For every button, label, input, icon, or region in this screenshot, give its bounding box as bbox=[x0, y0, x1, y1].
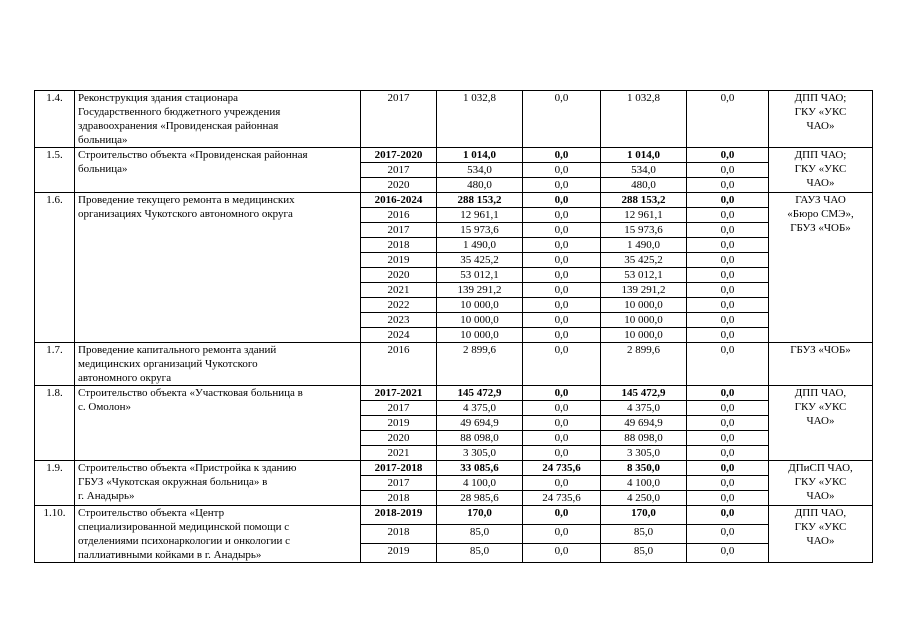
federal-cell: 0,0 bbox=[523, 446, 601, 461]
federal-cell: 0,0 bbox=[523, 253, 601, 268]
other-cell: 0,0 bbox=[687, 268, 769, 283]
description-line: организациях Чукотского автономного округа bbox=[78, 208, 293, 220]
other-cell: 0,0 bbox=[687, 91, 769, 148]
other-cell: 0,0 bbox=[687, 525, 769, 544]
responsible-line: ЧАО» bbox=[806, 490, 835, 502]
other-cell: 0,0 bbox=[687, 506, 769, 525]
total-cell: 139 291,2 bbox=[437, 283, 523, 298]
row-number: 1.6. bbox=[35, 193, 75, 343]
regional-cell: 1 490,0 bbox=[601, 238, 687, 253]
year-cell: 2018-2019 bbox=[361, 506, 437, 525]
description-line: Проведение текущего ремонта в медицинских bbox=[78, 194, 295, 206]
row-number: 1.7. bbox=[35, 343, 75, 386]
description-line: Строительство объекта «Пристройка к зданию bbox=[78, 462, 297, 474]
table-row bbox=[35, 343, 873, 386]
total-cell: 534,0 bbox=[437, 163, 523, 178]
description-line: больница» bbox=[78, 163, 128, 175]
year-cell: 2021 bbox=[361, 446, 437, 461]
regional-cell: 85,0 bbox=[601, 544, 687, 563]
regional-cell: 170,0 bbox=[601, 506, 687, 525]
other-cell: 0,0 bbox=[687, 328, 769, 343]
other-cell: 0,0 bbox=[687, 193, 769, 208]
year-cell: 2018 bbox=[361, 525, 437, 544]
description-line: паллиативными койками в г. Анадырь» bbox=[78, 549, 262, 561]
total-cell: 85,0 bbox=[437, 525, 523, 544]
description-line: Строительство объекта «Центр bbox=[78, 507, 225, 519]
regional-cell: 8 350,0 bbox=[601, 461, 687, 476]
total-cell: 88 098,0 bbox=[437, 431, 523, 446]
total-cell: 33 085,6 bbox=[437, 461, 523, 476]
year-cell: 2022 bbox=[361, 298, 437, 313]
table-row bbox=[35, 148, 873, 163]
other-cell: 0,0 bbox=[687, 313, 769, 328]
regional-cell: 10 000,0 bbox=[601, 313, 687, 328]
total-cell: 35 425,2 bbox=[437, 253, 523, 268]
total-cell: 480,0 bbox=[437, 178, 523, 193]
total-cell: 4 375,0 bbox=[437, 401, 523, 416]
total-cell: 53 012,1 bbox=[437, 268, 523, 283]
description-line: Государственного бюджетного учреждения bbox=[78, 106, 281, 118]
federal-cell: 0,0 bbox=[523, 476, 601, 491]
other-cell: 0,0 bbox=[687, 386, 769, 401]
activity-description bbox=[75, 193, 361, 343]
regional-cell: 88 098,0 bbox=[601, 431, 687, 446]
year-cell: 2017 bbox=[361, 401, 437, 416]
other-cell: 0,0 bbox=[687, 476, 769, 491]
responsible-executor bbox=[769, 193, 873, 343]
regional-cell: 1 032,8 bbox=[601, 91, 687, 148]
description-line: ГБУЗ «Чукотская окружная больница» в bbox=[78, 476, 268, 488]
regional-cell: 1 014,0 bbox=[601, 148, 687, 163]
description-line: Строительство объекта «Участковая больница в bbox=[78, 387, 303, 399]
regional-cell: 85,0 bbox=[601, 525, 687, 544]
federal-cell: 0,0 bbox=[523, 343, 601, 386]
regional-cell: 12 961,1 bbox=[601, 208, 687, 223]
regional-cell: 10 000,0 bbox=[601, 298, 687, 313]
responsible-executor bbox=[769, 386, 873, 461]
table-row bbox=[35, 506, 873, 525]
responsible-line: ДПП ЧАО, bbox=[794, 507, 847, 519]
other-cell: 0,0 bbox=[687, 253, 769, 268]
table-row bbox=[35, 193, 873, 208]
responsible-line: ГКУ «УКС bbox=[794, 106, 847, 118]
year-cell: 2019 bbox=[361, 253, 437, 268]
total-cell: 12 961,1 bbox=[437, 208, 523, 223]
responsible-executor bbox=[769, 506, 873, 563]
year-cell: 2020 bbox=[361, 268, 437, 283]
regional-cell: 10 000,0 bbox=[601, 328, 687, 343]
year-cell: 2017 bbox=[361, 163, 437, 178]
total-cell: 85,0 bbox=[437, 544, 523, 563]
other-cell: 0,0 bbox=[687, 491, 769, 506]
other-cell: 0,0 bbox=[687, 416, 769, 431]
regional-cell: 139 291,2 bbox=[601, 283, 687, 298]
description-line: больница» bbox=[78, 134, 128, 146]
other-cell: 0,0 bbox=[687, 298, 769, 313]
year-cell: 2016 bbox=[361, 343, 437, 386]
federal-cell: 24 735,6 bbox=[523, 461, 601, 476]
total-cell: 10 000,0 bbox=[437, 313, 523, 328]
row-number: 1.4. bbox=[35, 91, 75, 148]
federal-cell: 0,0 bbox=[523, 283, 601, 298]
description-line: с. Омолон» bbox=[78, 401, 132, 413]
responsible-line: ГБУЗ «ЧОБ» bbox=[790, 222, 851, 234]
federal-cell: 0,0 bbox=[523, 148, 601, 163]
row-number: 1.9. bbox=[35, 461, 75, 506]
description-line: здравоохранения «Провиденская районная bbox=[78, 120, 279, 132]
table-row bbox=[35, 386, 873, 401]
year-cell: 2018 bbox=[361, 238, 437, 253]
responsible-executor bbox=[769, 91, 873, 148]
responsible-line: «Бюро СМЭ», bbox=[787, 208, 854, 220]
total-cell: 1 014,0 bbox=[437, 148, 523, 163]
year-cell: 2024 bbox=[361, 328, 437, 343]
responsible-line: ЧАО» bbox=[806, 120, 835, 132]
activity-description bbox=[75, 343, 361, 386]
total-cell: 28 985,6 bbox=[437, 491, 523, 506]
total-cell: 3 305,0 bbox=[437, 446, 523, 461]
responsible-line: ГКУ «УКС bbox=[794, 521, 847, 533]
responsible-line: ДПП ЧАО; bbox=[794, 92, 847, 104]
regional-cell: 53 012,1 bbox=[601, 268, 687, 283]
federal-cell: 0,0 bbox=[523, 193, 601, 208]
responsible-line: ДПиСП ЧАО, bbox=[788, 462, 853, 474]
federal-cell: 0,0 bbox=[523, 91, 601, 148]
table-row bbox=[35, 91, 873, 148]
federal-cell: 0,0 bbox=[523, 525, 601, 544]
regional-cell: 15 973,6 bbox=[601, 223, 687, 238]
year-cell: 2018 bbox=[361, 491, 437, 506]
regional-cell: 49 694,9 bbox=[601, 416, 687, 431]
table-body bbox=[35, 91, 873, 563]
year-cell: 2019 bbox=[361, 416, 437, 431]
responsible-line: ГКУ «УКС bbox=[794, 476, 847, 488]
federal-cell: 24 735,6 bbox=[523, 491, 601, 506]
other-cell: 0,0 bbox=[687, 223, 769, 238]
total-cell: 10 000,0 bbox=[437, 328, 523, 343]
other-cell: 0,0 bbox=[687, 178, 769, 193]
federal-cell: 0,0 bbox=[523, 416, 601, 431]
responsible-line: ЧАО» bbox=[806, 415, 835, 427]
year-cell: 2023 bbox=[361, 313, 437, 328]
responsible-executor bbox=[769, 343, 873, 386]
description-line: Реконструкция здания стационара bbox=[78, 92, 238, 104]
total-cell: 15 973,6 bbox=[437, 223, 523, 238]
regional-cell: 3 305,0 bbox=[601, 446, 687, 461]
responsible-line: ГБУЗ «ЧОБ» bbox=[790, 344, 851, 356]
federal-cell: 0,0 bbox=[523, 328, 601, 343]
row-number: 1.5. bbox=[35, 148, 75, 193]
regional-cell: 4 100,0 bbox=[601, 476, 687, 491]
federal-cell: 0,0 bbox=[523, 208, 601, 223]
activity-description bbox=[75, 386, 361, 461]
other-cell: 0,0 bbox=[687, 283, 769, 298]
other-cell: 0,0 bbox=[687, 163, 769, 178]
year-cell: 2017-2021 bbox=[361, 386, 437, 401]
activity-description bbox=[75, 148, 361, 193]
regional-cell: 35 425,2 bbox=[601, 253, 687, 268]
federal-cell: 0,0 bbox=[523, 506, 601, 525]
description-line: Проведение капитального ремонта зданий bbox=[78, 344, 277, 356]
federal-cell: 0,0 bbox=[523, 544, 601, 563]
regional-cell: 534,0 bbox=[601, 163, 687, 178]
regional-cell: 145 472,9 bbox=[601, 386, 687, 401]
row-number: 1.8. bbox=[35, 386, 75, 461]
federal-cell: 0,0 bbox=[523, 238, 601, 253]
responsible-executor bbox=[769, 461, 873, 506]
responsible-line: ДПП ЧАО, bbox=[794, 387, 847, 399]
total-cell: 145 472,9 bbox=[437, 386, 523, 401]
federal-cell: 0,0 bbox=[523, 268, 601, 283]
total-cell: 10 000,0 bbox=[437, 298, 523, 313]
total-cell: 2 899,6 bbox=[437, 343, 523, 386]
federal-cell: 0,0 bbox=[523, 431, 601, 446]
other-cell: 0,0 bbox=[687, 461, 769, 476]
description-line: автономного округа bbox=[78, 372, 172, 384]
other-cell: 0,0 bbox=[687, 148, 769, 163]
activity-description bbox=[75, 461, 361, 506]
regional-cell: 288 153,2 bbox=[601, 193, 687, 208]
other-cell: 0,0 bbox=[687, 401, 769, 416]
federal-cell: 0,0 bbox=[523, 298, 601, 313]
total-cell: 1 490,0 bbox=[437, 238, 523, 253]
regional-cell: 2 899,6 bbox=[601, 343, 687, 386]
other-cell: 0,0 bbox=[687, 343, 769, 386]
year-cell: 2017 bbox=[361, 91, 437, 148]
description-line: Строительство объекта «Провиденская районная bbox=[78, 149, 308, 161]
federal-cell: 0,0 bbox=[523, 313, 601, 328]
year-cell: 2017 bbox=[361, 476, 437, 491]
year-cell: 2020 bbox=[361, 178, 437, 193]
activity-description bbox=[75, 506, 361, 563]
responsible-line: ГАУЗ ЧАО bbox=[795, 194, 846, 206]
year-cell: 2019 bbox=[361, 544, 437, 563]
federal-cell: 0,0 bbox=[523, 401, 601, 416]
row-number: 1.10. bbox=[35, 506, 75, 563]
other-cell: 0,0 bbox=[687, 446, 769, 461]
table-row bbox=[35, 461, 873, 476]
other-cell: 0,0 bbox=[687, 238, 769, 253]
responsible-line: ЧАО» bbox=[806, 177, 835, 189]
responsible-line: ГКУ «УКС bbox=[794, 163, 847, 175]
year-cell: 2017 bbox=[361, 223, 437, 238]
total-cell: 49 694,9 bbox=[437, 416, 523, 431]
total-cell: 288 153,2 bbox=[437, 193, 523, 208]
federal-cell: 0,0 bbox=[523, 178, 601, 193]
year-cell: 2017-2020 bbox=[361, 148, 437, 163]
other-cell: 0,0 bbox=[687, 431, 769, 446]
description-line: г. Анадырь» bbox=[78, 490, 135, 502]
regional-cell: 480,0 bbox=[601, 178, 687, 193]
year-cell: 2017-2018 bbox=[361, 461, 437, 476]
total-cell: 4 100,0 bbox=[437, 476, 523, 491]
regional-cell: 4 250,0 bbox=[601, 491, 687, 506]
year-cell: 2016-2024 bbox=[361, 193, 437, 208]
budget-table bbox=[34, 90, 873, 563]
federal-cell: 0,0 bbox=[523, 163, 601, 178]
other-cell: 0,0 bbox=[687, 208, 769, 223]
description-line: отделениями психонаркологии и онкологии с bbox=[78, 535, 291, 547]
year-cell: 2016 bbox=[361, 208, 437, 223]
other-cell: 0,0 bbox=[687, 544, 769, 563]
description-line: специализированной медицинской помощи с bbox=[78, 521, 290, 533]
year-cell: 2020 bbox=[361, 431, 437, 446]
total-cell: 1 032,8 bbox=[437, 91, 523, 148]
responsible-executor bbox=[769, 148, 873, 193]
year-cell: 2021 bbox=[361, 283, 437, 298]
responsible-line: ДПП ЧАО; bbox=[794, 149, 847, 161]
activity-description bbox=[75, 91, 361, 148]
federal-cell: 0,0 bbox=[523, 223, 601, 238]
federal-cell: 0,0 bbox=[523, 386, 601, 401]
description-line: медицинских организаций Чукотского bbox=[78, 358, 258, 370]
total-cell: 170,0 bbox=[437, 506, 523, 525]
responsible-line: ГКУ «УКС bbox=[794, 401, 847, 413]
regional-cell: 4 375,0 bbox=[601, 401, 687, 416]
responsible-line: ЧАО» bbox=[806, 535, 835, 547]
